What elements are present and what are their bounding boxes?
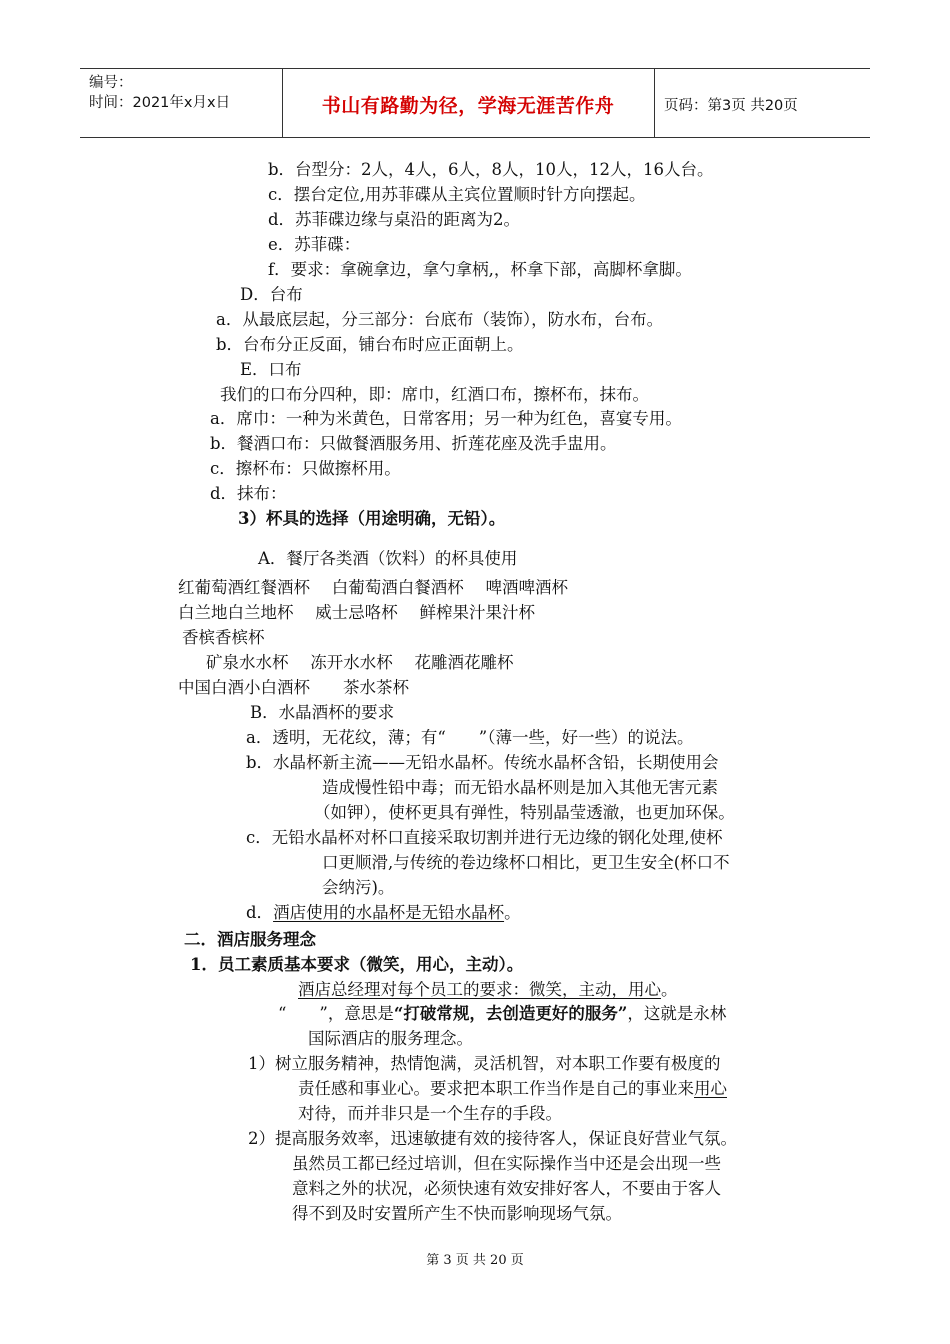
text-span: ，这就是永林 (627, 1004, 727, 1023)
text-line: c．摆台定位,用苏菲碟从主宾位置顺时针方向摆起。 (268, 185, 646, 204)
header-page-cell (656, 69, 870, 137)
text-line: 对待，而并非只是一个生存的手段。 (298, 1104, 562, 1123)
underlined-text: 酒店使用的水晶杯是无铅水晶杯 (273, 903, 505, 922)
header-meta-cell (80, 69, 283, 137)
page-header (80, 68, 870, 138)
text-line (298, 980, 678, 1000)
page-footer: 第 3 页 共 20 页 (426, 1253, 524, 1268)
underlined-text: 用心 (694, 1079, 727, 1098)
time-label: 时间：2021年x月x日 (89, 95, 231, 111)
subsection-heading: 3）杯具的选择（用途明确，无铅）。 (238, 509, 506, 528)
text-line: a．透明，无花纹，薄；有“ ”（薄一些，好一些）的说法。 (246, 728, 694, 747)
section-heading: B．水晶酒杯的要求 (250, 703, 395, 722)
text-line: 国际酒店的服务理念。 (308, 1029, 473, 1048)
punctuation: 。 (504, 903, 521, 922)
text-line: c．无铅水晶杯对杯口直接采取切割并进行无边缘的钢化处理,使杯 (246, 828, 723, 847)
section-heading: A．餐厅各类酒（饮料）的杯具使用 (258, 549, 518, 568)
text-line: d．抹布： (210, 484, 287, 503)
bold-text: “打破常规，去创造更好的服务” (393, 1004, 628, 1023)
text-span: “ ”，意思是 (278, 1004, 394, 1023)
subsection-heading: 1．员工素质基本要求（微笑，用心，主动）。 (190, 955, 524, 974)
text-line: b．台型分：2人，4人，6人，8人，10人，12人，16人台。 (268, 160, 714, 179)
text-line: 虽然员工都已经过培训，但在实际操作当中还是会出现一些 (292, 1154, 721, 1173)
text-line: d．苏菲碟边缘与桌沿的距离为2。 (268, 210, 521, 229)
text-line: f．要求：拿碗拿边，拿勺拿柄,，杯拿下部，高脚杯拿脚。 (268, 260, 692, 279)
header-motto: 书山有路勤为径，学海无涯苦作舟 (321, 95, 615, 117)
section-heading: D．台布 (240, 285, 303, 304)
text-line: 中国白酒小白酒杯 茶水茶杯 (178, 678, 409, 697)
item-marker: d． (246, 903, 274, 922)
text-line: 1）树立服务精神，热情饱满，灵活机智，对本职工作要有极度的 (248, 1054, 721, 1073)
text-line: 得不到及时安置所产生不快而影响现场气氛。 (292, 1204, 622, 1223)
text-line: （如钾），使杯更具有弹性，特别晶莹透澈，也更加环保。 (314, 803, 735, 822)
section-heading: E．口布 (240, 360, 302, 379)
text-line: 白兰地白兰地杯 威士忌咯杯 鲜榨果汁果汁杯 (178, 603, 535, 622)
text-line (246, 903, 521, 923)
text-line: 会纳污)。 (322, 878, 395, 897)
text-line: a．席巾：一种为米黄色，日常客用；另一种为红色，喜宴专用。 (210, 409, 682, 428)
text-line: 矿泉水水杯 冻开水水杯 花雕酒花雕杯 (206, 653, 514, 672)
text-line: 我们的口布分四种，即：席巾，红酒口布，擦杯布，抹布。 (220, 385, 649, 404)
text-line: 2）提高服务效率，迅速敏捷有效的接待客人，保证良好营业气氛。 (248, 1129, 737, 1148)
text-line: c．擦杯布：只做擦杯用。 (210, 459, 401, 478)
text-line: 口更顺滑,与传统的卷边缘杯口相比，更卫生安全(杯口不 (322, 853, 730, 872)
underlined-text: 酒店总经理对每个员工的要求：微笑，主动，用心 (298, 980, 661, 999)
punctuation: 。 (661, 980, 678, 999)
text-span: 责任感和事业心。要求把本职工作当作是自己的事业来 (298, 1079, 694, 1098)
text-line: 香槟香槟杯 (182, 628, 265, 647)
text-line: e．苏菲碟： (268, 235, 361, 254)
text-line: b．台布分正反面，铺台布时应正面朝上。 (216, 335, 524, 354)
text-line (298, 1079, 727, 1099)
header-motto-cell (282, 69, 655, 137)
chapter-heading: 二．酒店服务理念 (184, 930, 316, 949)
text-line: 意料之外的状况，必须快速有效安排好客人，不要由于客人 (292, 1179, 721, 1198)
text-line: b．水晶杯新主流——无铅水晶杯。传统水晶杯含铅，长期使用会 (246, 753, 719, 772)
header-page-number: 页码：第3页 共20页 (664, 98, 798, 114)
text-line: 造成慢性铅中毒；而无铅水晶杯则是加入其他无害元素 (322, 778, 718, 797)
text-line: a．从最底层起，分三部分：台底布（装饰），防水布，台布。 (216, 310, 664, 329)
text-line (278, 1004, 726, 1024)
code-label: 编号： (89, 75, 133, 91)
text-line: 红葡萄酒红餐酒杯 白葡萄酒白餐酒杯 啤酒啤酒杯 (178, 578, 568, 597)
text-line: b．餐酒口布：只做餐酒服务用、折莲花座及洗手盅用。 (210, 434, 617, 453)
